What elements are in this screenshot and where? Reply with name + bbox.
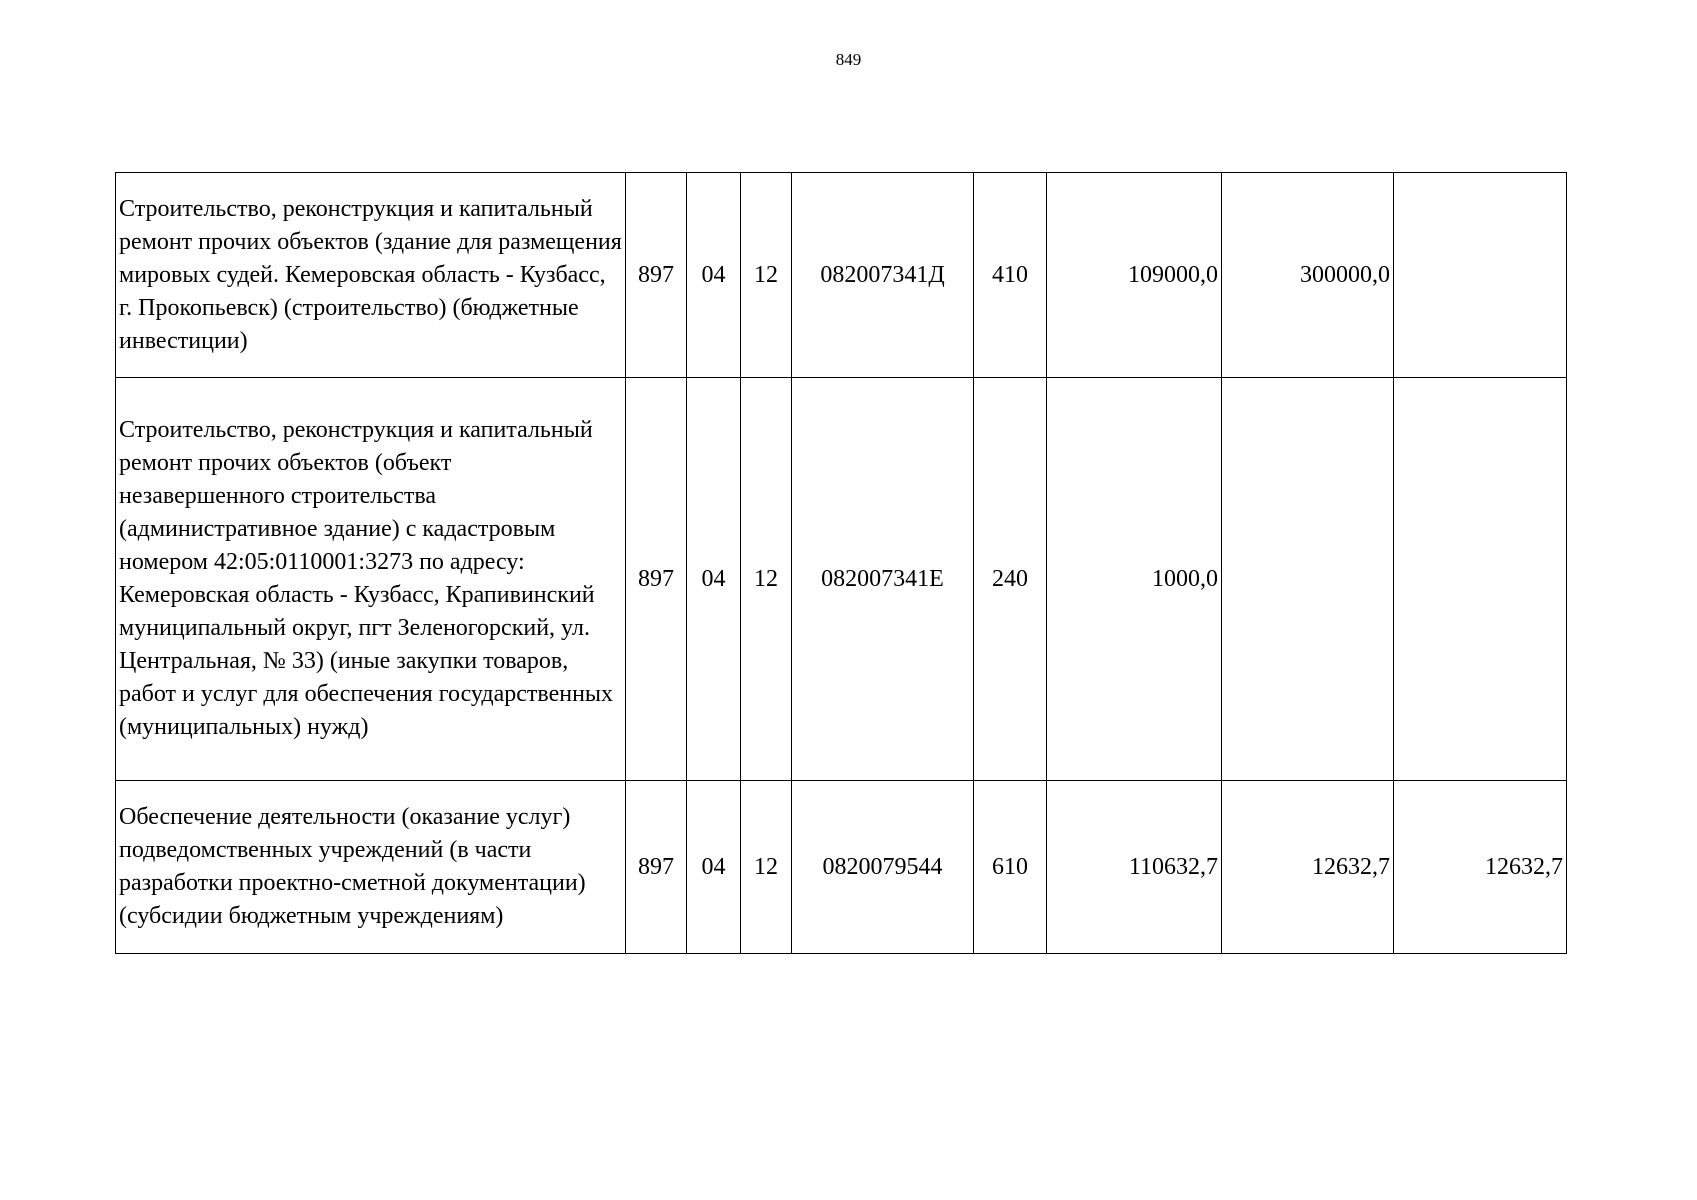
- section-code-cell: 04: [687, 378, 741, 781]
- ministry-code-cell: 897: [626, 781, 687, 954]
- amount-1-cell: 109000,0: [1047, 173, 1222, 378]
- amount-1-cell: 110632,7: [1047, 781, 1222, 954]
- subsection-code-cell: 12: [741, 173, 792, 378]
- amount-3-cell: [1394, 378, 1567, 781]
- table-row: [116, 781, 1567, 954]
- subsection-code-cell: 12: [741, 378, 792, 781]
- amount-3-cell: [1394, 173, 1567, 378]
- page-number: 849: [835, 50, 862, 69]
- target-article-cell: 082007341Е: [792, 378, 974, 781]
- description-cell: Обеспечение деятельности (оказание услуг) подведомственных учреждений (в части разработки проектно-сметной документации) (субсидии бюджетным учреждениям): [116, 781, 626, 954]
- ministry-code-cell: 897: [626, 378, 687, 781]
- expense-type-cell: 240: [974, 378, 1047, 781]
- section-code-cell: 04: [687, 173, 741, 378]
- amount-3-cell: 12632,7: [1394, 781, 1567, 954]
- section-code-cell: 04: [687, 781, 741, 954]
- amount-2-cell: 12632,7: [1222, 781, 1394, 954]
- table-row: [116, 378, 1567, 781]
- amount-2-cell: [1222, 378, 1394, 781]
- expense-type-cell: 410: [974, 173, 1047, 378]
- description-cell: Строительство, реконструкция и капитальный ремонт прочих объектов (здание для размещения мировых судей. Кемеровская область - Кузбасс, г. Прокопьевск) (строительство) (бюджетные инвестиции): [116, 173, 626, 378]
- target-article-cell: 0820079544: [792, 781, 974, 954]
- description-cell: Строительство, реконструкция и капитальный ремонт прочих объектов (объект незавершенного строительства (административное здание) с кадастровым номером 42:05:0110001:3273 по адресу: Кемеровская область - Кузбасс, Крапивинский муниципальный округ, пгт Зеленогорский, ул. Центральная, № 33) (иные закупки товаров, работ и услуг для обеспечения государственных (муниципальных) нужд): [116, 378, 626, 781]
- budget-table: [115, 172, 1567, 954]
- amount-1-cell: 1000,0: [1047, 378, 1222, 781]
- target-article-cell: 082007341Д: [792, 173, 974, 378]
- expense-type-cell: 610: [974, 781, 1047, 954]
- subsection-code-cell: 12: [741, 781, 792, 954]
- table-row: [116, 173, 1567, 378]
- amount-2-cell: 300000,0: [1222, 173, 1394, 378]
- ministry-code-cell: 897: [626, 173, 687, 378]
